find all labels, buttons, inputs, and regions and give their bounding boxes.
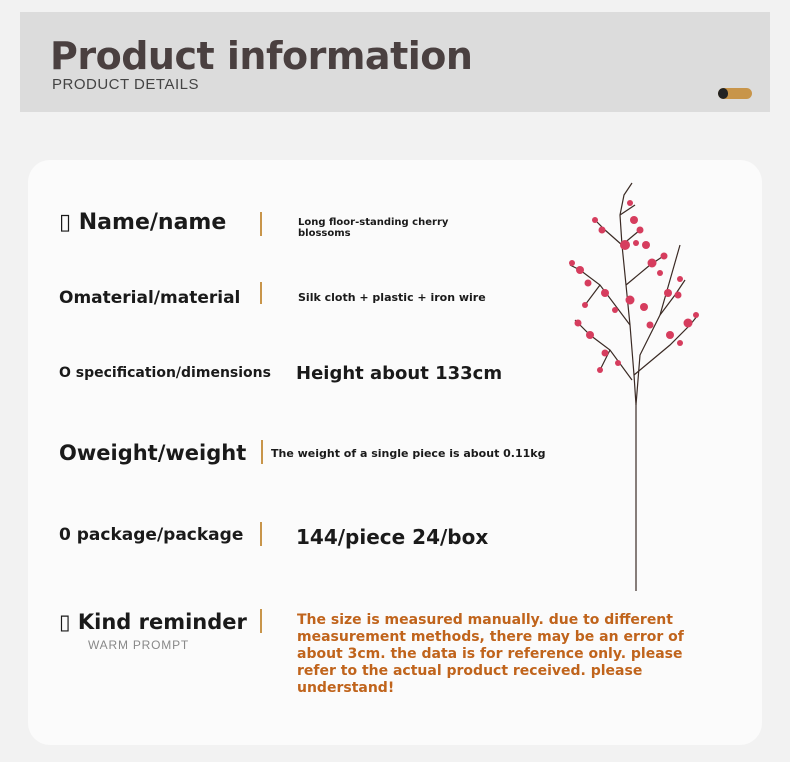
weight-label: Oweight/weight (59, 441, 247, 465)
reminder-label: ▯ Kind reminder (59, 610, 247, 634)
separator (260, 282, 262, 304)
name-value: Long floor-standing cherry blossoms (298, 217, 449, 239)
decorative-toggle-icon (718, 88, 752, 99)
toggle-knob (718, 88, 728, 99)
material-label: Omaterial/material (59, 288, 241, 308)
specification-value: Height about 133cm (296, 363, 503, 384)
separator (260, 212, 262, 236)
header-banner (20, 12, 770, 112)
cherry-blossom-branch-image (560, 175, 710, 595)
specification-label: O specification/dimensions (59, 365, 271, 381)
reminder-sublabel: WARM PROMPT (88, 638, 190, 652)
weight-value: The weight of a single piece is about 0.11kg (271, 447, 546, 460)
page-title: Product information (50, 34, 473, 78)
package-label: 0 package/package (59, 525, 244, 545)
separator (261, 440, 263, 464)
separator (260, 609, 262, 633)
package-value: 144/piece 24/box (296, 525, 489, 549)
reminder-text: The size is measured manually. due to different measurement methods, there may be an error of about 3cm. the data is for reference only. please refer to the actual product received. please understand! (297, 612, 684, 696)
name-label: ▯ Name/name (59, 210, 227, 235)
material-value: Silk cloth + plastic + iron wire (298, 291, 486, 304)
separator (260, 522, 262, 546)
page-subtitle: PRODUCT DETAILS (52, 76, 199, 93)
